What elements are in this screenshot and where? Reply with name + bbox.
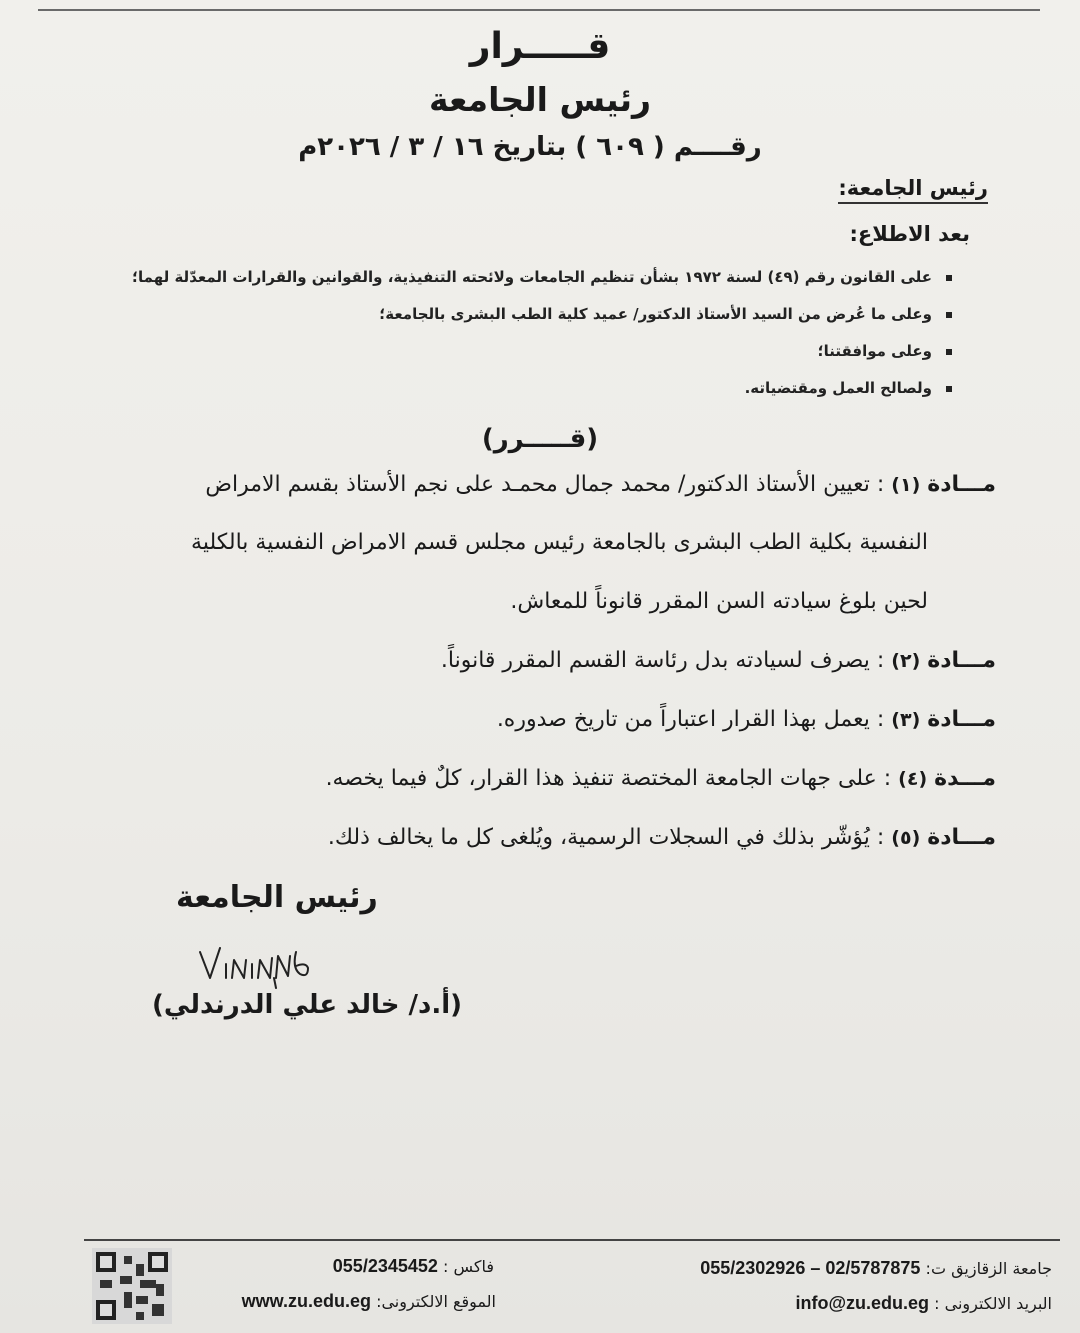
- issuer-label: رئيس الجامعة:: [838, 176, 988, 204]
- article-1-line-3: لحين بلوغ سيادته السن المقرر قانوناً للمعاش.: [510, 589, 928, 614]
- decree-number-date: رقــــم ( ٦٠٩ ) بتاريخ ١٦ / ٣ / ٢٠٢٦م: [298, 132, 762, 162]
- article-number: (٤): [898, 768, 928, 790]
- article-5: مـــادة (٥) : يُؤشّر بذلك في السجلات الرسمية، ويُلغى كل ما يخالف ذلك.: [327, 825, 996, 850]
- preamble-item: ولصالح العمل ومقتضياته.: [132, 373, 952, 410]
- footer-email: [796, 1293, 1052, 1314]
- article-1-line-2: النفسية بكلية الطب البشرى بالجامعة رئيس مجلس قسم الامراض النفسية بالكلية: [191, 530, 928, 555]
- preamble-list: [132, 262, 952, 410]
- article-number: (٣): [891, 709, 921, 731]
- preamble-item: على القانون رقم (٤٩) لسنة ١٩٧٢ بشأن تنظيم الجامعات ولائحته التنفيذية، والقوانين والقرارات المعدّلة لهما؛: [132, 262, 952, 299]
- bullet-icon: [946, 349, 952, 355]
- article-text: يصرف لسيادته بدل رئاسة القسم المقرر قانوناً.: [440, 648, 870, 673]
- preamble-item: وعلى ما عُرض من السيد الأستاذ الدكتور/ عميد كلية الطب البشرى بالجامعة؛: [132, 299, 952, 336]
- preamble-item: وعلى موافقتنا؛: [132, 336, 952, 373]
- email-label: البريد الالكترونى :: [934, 1294, 1052, 1313]
- footer-university-phone: [700, 1258, 1052, 1279]
- decree-heading: (قـــــرر): [481, 424, 599, 454]
- article-label: مـــادة: [927, 648, 996, 673]
- article-3: مـــادة (٣) : يعمل بهذا القرار اعتباراً من تاريخ صدوره.: [496, 707, 996, 732]
- decree-subtitle: رئيس الجامعة: [429, 80, 651, 119]
- bullet-icon: [946, 275, 952, 281]
- article-number: (٥): [891, 827, 921, 849]
- article-label: مـــادة: [927, 472, 996, 497]
- phone-label: جامعة الزقازيق ت:: [925, 1259, 1052, 1278]
- signatory-name: (أ.د/ خالد علي الدرندلي): [152, 990, 463, 1020]
- footer-fax: [333, 1256, 494, 1277]
- article-text: على جهات الجامعة المختصة تنفيذ هذا القرار، كلٌ فيما يخصه.: [325, 766, 877, 791]
- handwritten-signature: [196, 938, 336, 990]
- phone-numbers: 02/5787875 – 055/2302926: [700, 1258, 921, 1278]
- footer-divider: [84, 1239, 1060, 1241]
- article-4: مـــدة (٤) : على جهات الجامعة المختصة تنفيذ هذا القرار، كلٌ فيما يخصه.: [325, 766, 996, 791]
- article-2: مـــادة (٢) : يصرف لسيادته بدل رئاسة القسم المقرر قانوناً.: [440, 648, 996, 673]
- email-address[interactable]: info@zu.edu.eg: [795, 1293, 930, 1313]
- article-label: مـــادة: [927, 707, 996, 732]
- article-number: (١): [891, 474, 921, 496]
- footer-website: [242, 1291, 496, 1312]
- qr-code-icon: [92, 1248, 172, 1324]
- article-text: تعيين الأستاذ الدكتور/ محمد جمال محمـد على نجم الأستاذ بقسم الامراض: [205, 472, 870, 497]
- decree-title: قـــــرار: [469, 26, 611, 67]
- after-review-label: بعد الاطلاع:: [849, 222, 970, 246]
- article-label: مـــدة: [934, 766, 996, 791]
- article-text: يُؤشّر بذلك في السجلات الرسمية، ويُلغى كل ما يخالف ذلك.: [327, 825, 870, 850]
- bullet-icon: [946, 386, 952, 392]
- top-divider: [38, 9, 1040, 11]
- website-label: الموقع الالكترونى:: [376, 1292, 496, 1311]
- fax-number: 055/2345452: [332, 1256, 438, 1276]
- article-text: يعمل بهذا القرار اعتباراً من تاريخ صدوره.: [496, 707, 870, 732]
- bullet-icon: [946, 312, 952, 318]
- signature-title: رئيس الجامعة: [176, 880, 378, 915]
- article-label: مـــادة: [927, 825, 996, 850]
- article-1: مـــادة (١) : تعيين الأستاذ الدكتور/ محمد جمال محمـد على نجم الأستاذ بقسم الامراض: [205, 472, 996, 497]
- fax-label: فاكس :: [442, 1257, 494, 1276]
- website-link[interactable]: www.zu.edu.eg: [241, 1291, 371, 1311]
- article-number: (٢): [891, 650, 921, 672]
